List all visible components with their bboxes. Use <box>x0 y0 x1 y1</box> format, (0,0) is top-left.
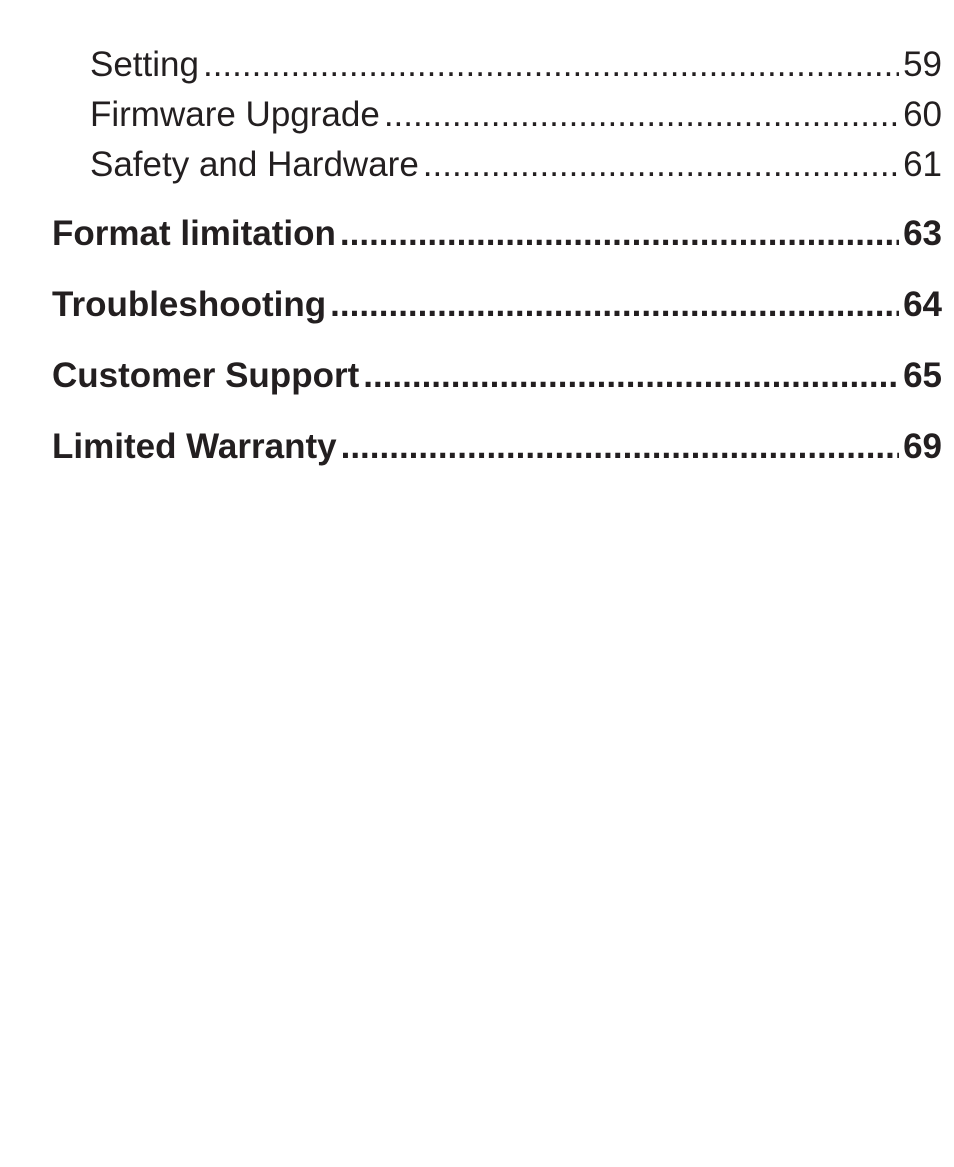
toc-entry-label: Limited Warranty <box>52 427 337 466</box>
toc-dot-leader <box>384 95 899 135</box>
toc-entry-firmware-upgrade[interactable] <box>52 95 942 145</box>
toc-page-number: 61 <box>903 145 942 184</box>
toc-entry-troubleshooting[interactable] <box>52 285 942 356</box>
toc-dot-leader <box>330 285 899 325</box>
toc-entry-label: Firmware Upgrade <box>90 95 380 134</box>
toc-entry-customer-support[interactable] <box>52 356 942 427</box>
toc-page-number: 63 <box>903 214 942 253</box>
toc-entry-label: Troubleshooting <box>52 285 327 324</box>
toc-entry-label: Customer Support <box>52 356 360 395</box>
table-of-contents <box>52 0 942 498</box>
toc-dot-leader <box>203 45 899 85</box>
toc-dot-leader <box>340 214 899 254</box>
toc-dot-leader <box>423 145 899 185</box>
toc-page-number: 64 <box>903 285 942 324</box>
toc-entry-label: Setting <box>90 45 199 84</box>
toc-dot-leader <box>363 356 899 396</box>
toc-entry-setting[interactable] <box>52 45 942 95</box>
toc-page-number: 65 <box>903 356 942 395</box>
toc-dot-leader <box>341 427 899 467</box>
toc-page-number: 60 <box>903 95 942 134</box>
toc-page-number: 69 <box>903 427 942 466</box>
toc-entry-format-limitation[interactable] <box>52 214 942 285</box>
toc-entry-safety-and-hardware[interactable] <box>52 145 942 195</box>
toc-page-number: 59 <box>903 45 942 84</box>
toc-entry-limited-warranty[interactable] <box>52 427 942 498</box>
toc-entry-label: Safety and Hardware <box>90 145 419 184</box>
toc-entry-label: Format limitation <box>52 214 336 253</box>
